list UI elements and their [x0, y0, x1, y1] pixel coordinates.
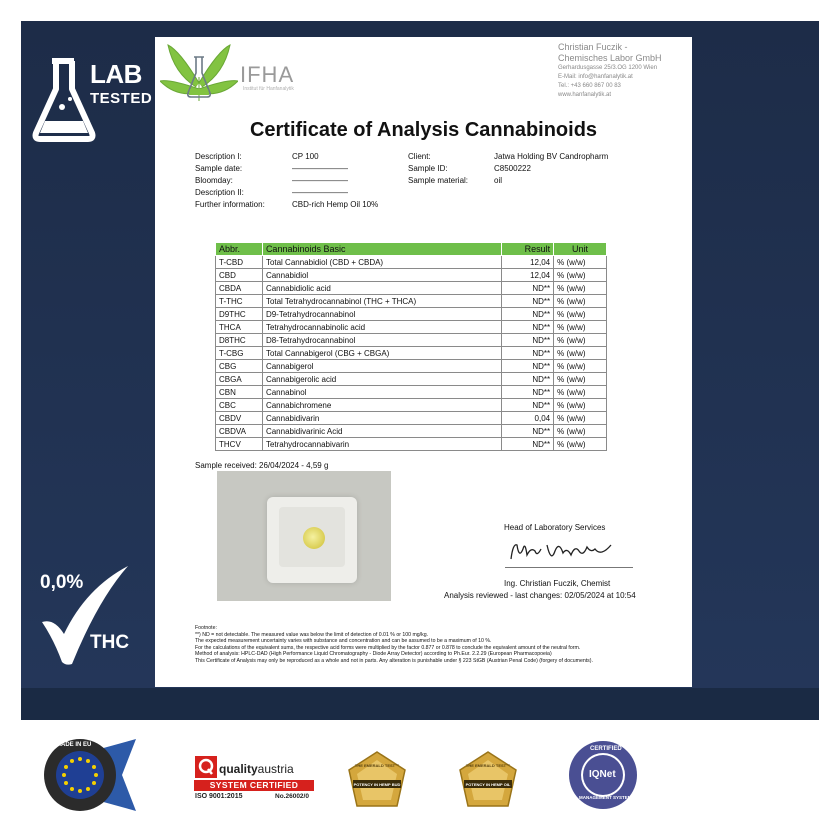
cell-unit: % (w/w)	[554, 360, 607, 373]
lab-email: E-Mail: info@hanfanalytik.at	[558, 74, 633, 80]
footnote-line: Method of analysis: HPLC-DAD (High Performance Liquid Chromatography - Diode Array Detector) according to Ph.Eur. 2.2.29 (European Pharmacopoeia)	[195, 651, 552, 658]
cell-abbr: CBN	[216, 386, 263, 399]
cell-unit: % (w/w)	[554, 295, 607, 308]
iso-number: ISO 9001:2015	[195, 793, 243, 800]
quality-austria-brand: qualityaustria	[219, 762, 294, 776]
cell-abbr: D8THC	[216, 334, 263, 347]
table-body	[216, 256, 607, 451]
cell-name: Cannabinol	[262, 386, 501, 399]
footnote-line: The expected measurement uncertainty varies with substance and concentration and can be assumed to be a maximum of 10 %.	[195, 638, 492, 645]
cell-result: ND**	[502, 386, 554, 399]
footnote	[195, 625, 685, 665]
analysis-reviewed: Analysis reviewed - last changes: 02/05/2024 at 10:54	[444, 591, 636, 600]
cell-unit: % (w/w)	[554, 308, 607, 321]
cell-name: Cannabidivarinic Acid	[262, 425, 501, 438]
cell-abbr: THCA	[216, 321, 263, 334]
meta-row: Description I: CP 100	[195, 152, 319, 161]
logo-subtitle: Institut für Hanfanalytik	[243, 86, 294, 92]
signature-title: Head of Laboratory Services	[504, 523, 606, 532]
cell-name: Cannabigerol	[262, 360, 501, 373]
meta-row: Bloomday: ———————	[195, 176, 348, 185]
meta-right	[408, 151, 608, 187]
header-name: Cannabinoids Basic	[262, 243, 501, 256]
header-unit: Unit	[554, 243, 607, 256]
meta-row: Sample ID: C8500222	[408, 164, 531, 173]
cell-result: 0,04	[502, 412, 554, 425]
cell-unit: % (w/w)	[554, 373, 607, 386]
cell-unit: % (w/w)	[554, 412, 607, 425]
cell-unit: % (w/w)	[554, 438, 607, 451]
iqnet-brand: IQNet	[589, 769, 616, 780]
cell-result: 12,04	[502, 269, 554, 282]
lab-name-line1: Christian Fuczik -	[558, 42, 628, 52]
cell-abbr: CBDV	[216, 412, 263, 425]
table-row	[216, 373, 607, 386]
table-row	[216, 256, 607, 269]
cell-abbr: CBG	[216, 360, 263, 373]
cell-result: ND**	[502, 347, 554, 360]
footnote-heading: Footnote:	[195, 625, 217, 631]
iqnet-certified: CERTIFIED	[590, 746, 622, 752]
emerald-bud-top: THE EMERALD TEST™	[354, 763, 400, 768]
cell-abbr: THCV	[216, 438, 263, 451]
table-row	[216, 282, 607, 295]
thc-label: THC	[90, 632, 130, 653]
cell-unit: % (w/w)	[554, 256, 607, 269]
cannabis-flask-logo-icon	[160, 43, 238, 103]
made-in-eu-text: MADE IN EU	[56, 742, 92, 748]
cell-result: ND**	[502, 295, 554, 308]
table-row	[216, 360, 607, 373]
lab-text: LAB	[90, 59, 142, 89]
footnote-line: This Certificate of Analysis may only be reproduced as a whole and not in parts. Any alteration is punishable under § 223 StGB (Austrian Penal Code) (forgery of documents).	[195, 657, 593, 664]
meta-row: Description II: ———————	[195, 188, 348, 197]
cell-name: Total Cannabidiol (CBD + CBDA)	[262, 256, 501, 269]
logo-name: IFHA	[240, 62, 295, 87]
tested-text: TESTED	[90, 90, 153, 107]
cell-abbr: CBDVA	[216, 425, 263, 438]
certificate-number: No.26002/0	[275, 793, 309, 800]
cell-abbr: T-CBD	[216, 256, 263, 269]
lab-street: Gerhardusgasse 25/3.OG 1200 Wien	[558, 65, 658, 71]
oil-drop	[303, 527, 325, 549]
cell-name: Cannabigerolic acid	[262, 373, 501, 386]
thc-percent: 0,0%	[40, 572, 84, 593]
cell-result: ND**	[502, 373, 554, 386]
footnote-line: For the calculations of the equivalent sums, the respective acid forms were multiplied by the factor 0.877 or 0.878 to conclude the equivalent amount of the neutral form.	[195, 644, 581, 651]
lab-address	[558, 42, 662, 100]
cell-abbr: CBDA	[216, 282, 263, 295]
system-certified-banner: SYSTEM CERTIFIED	[194, 780, 314, 791]
cell-unit: % (w/w)	[554, 282, 607, 295]
iqnet-management-system: MANAGEMENT SYSTEM	[579, 795, 632, 800]
cell-result: ND**	[502, 360, 554, 373]
cell-name: Tetrahydrocannabivarin	[262, 438, 501, 451]
cell-unit: % (w/w)	[554, 425, 607, 438]
table-row	[216, 295, 607, 308]
lab-name-line2: Chemisches Labor GmbH	[558, 53, 662, 63]
cell-result: ND**	[502, 334, 554, 347]
quality-austria-q-icon	[195, 756, 217, 778]
cell-result: ND**	[502, 399, 554, 412]
cell-name: Cannabichromene	[262, 399, 501, 412]
table-row	[216, 347, 607, 360]
table-row	[216, 269, 607, 282]
cell-abbr: CBGA	[216, 373, 263, 386]
cell-result: ND**	[502, 425, 554, 438]
cell-name: Cannabidiolic acid	[262, 282, 501, 295]
cell-result: ND**	[502, 321, 554, 334]
lab-tested-badge	[30, 55, 153, 145]
document-title: Certificate of Analysis Cannabinoids	[249, 119, 598, 141]
panel-footer-band	[21, 688, 819, 720]
table-row	[216, 438, 607, 451]
sample-photo	[217, 471, 391, 601]
emerald-oil-bottom: POTENCY IN HEMP OIL	[465, 782, 511, 787]
meta-row: Sample date: ———————	[195, 164, 348, 173]
meta-row: Sample material: oil	[408, 176, 503, 185]
cell-abbr: CBC	[216, 399, 263, 412]
cell-result: ND**	[502, 308, 554, 321]
cell-unit: % (w/w)	[554, 399, 607, 412]
lab-web: www.hanfanalytik.at	[558, 92, 612, 98]
table-row	[216, 412, 607, 425]
table-row	[216, 399, 607, 412]
table-row	[216, 386, 607, 399]
meta-row: Further information: CBD-rich Hemp Oil 10%	[195, 200, 379, 209]
cannabinoid-results-table	[215, 242, 607, 451]
lab-phone: Tel.: +43 660 867 00 83	[558, 83, 621, 89]
meta-left	[195, 151, 378, 211]
emerald-bud-bottom: POTENCY IN HEMP BUD	[353, 782, 401, 787]
table-row	[216, 321, 607, 334]
table-row	[216, 308, 607, 321]
cell-name: Tetrahydrocannabinolic acid	[262, 321, 501, 334]
footnote-line: **) ND = not detectable. The measured value was below the limit of detection of 0.01 % or 100 mg/kg.	[195, 631, 429, 638]
emerald-test-bud-badge-icon	[347, 750, 407, 810]
cell-result: ND**	[502, 438, 554, 451]
cell-unit: % (w/w)	[554, 269, 607, 282]
table-row	[216, 334, 607, 347]
meta-row: Client: Jatwa Holding BV Candropharm	[408, 152, 609, 161]
cell-unit: % (w/w)	[554, 386, 607, 399]
cell-name: D8-Tetrahydrocannabinol	[262, 334, 501, 347]
cell-name: Total Cannabigerol (CBG + CBGA)	[262, 347, 501, 360]
table-header-row	[216, 243, 607, 256]
cell-result: ND**	[502, 282, 554, 295]
cell-name: Total Tetrahydrocannabinol (THC + THCA)	[262, 295, 501, 308]
signature-name: Ing. Christian Fuczik, Chemist	[504, 579, 611, 588]
signature-line	[505, 567, 633, 568]
cell-unit: % (w/w)	[554, 347, 607, 360]
certificate-document	[155, 37, 692, 687]
handwritten-signature	[507, 537, 617, 567]
header-result: Result	[502, 243, 554, 256]
cell-abbr: T-CBG	[216, 347, 263, 360]
cell-name: D9-Tetrahydrocannabinol	[262, 308, 501, 321]
cell-abbr: T-THC	[216, 295, 263, 308]
table-row	[216, 425, 607, 438]
cell-abbr: CBD	[216, 269, 263, 282]
cell-result: 12,04	[502, 256, 554, 269]
sample-received: Sample received: 26/04/2024 - 4,59 g	[195, 461, 329, 470]
cell-unit: % (w/w)	[554, 321, 607, 334]
cell-abbr: D9THC	[216, 308, 263, 321]
header-abbr: Abbr.	[216, 243, 263, 256]
cell-name: Cannabidiol	[262, 269, 501, 282]
emerald-oil-top: THE EMERALD TEST™	[465, 763, 511, 768]
cell-name: Cannabidivarin	[262, 412, 501, 425]
cell-unit: % (w/w)	[554, 334, 607, 347]
emerald-test-oil-badge-icon	[458, 750, 518, 810]
